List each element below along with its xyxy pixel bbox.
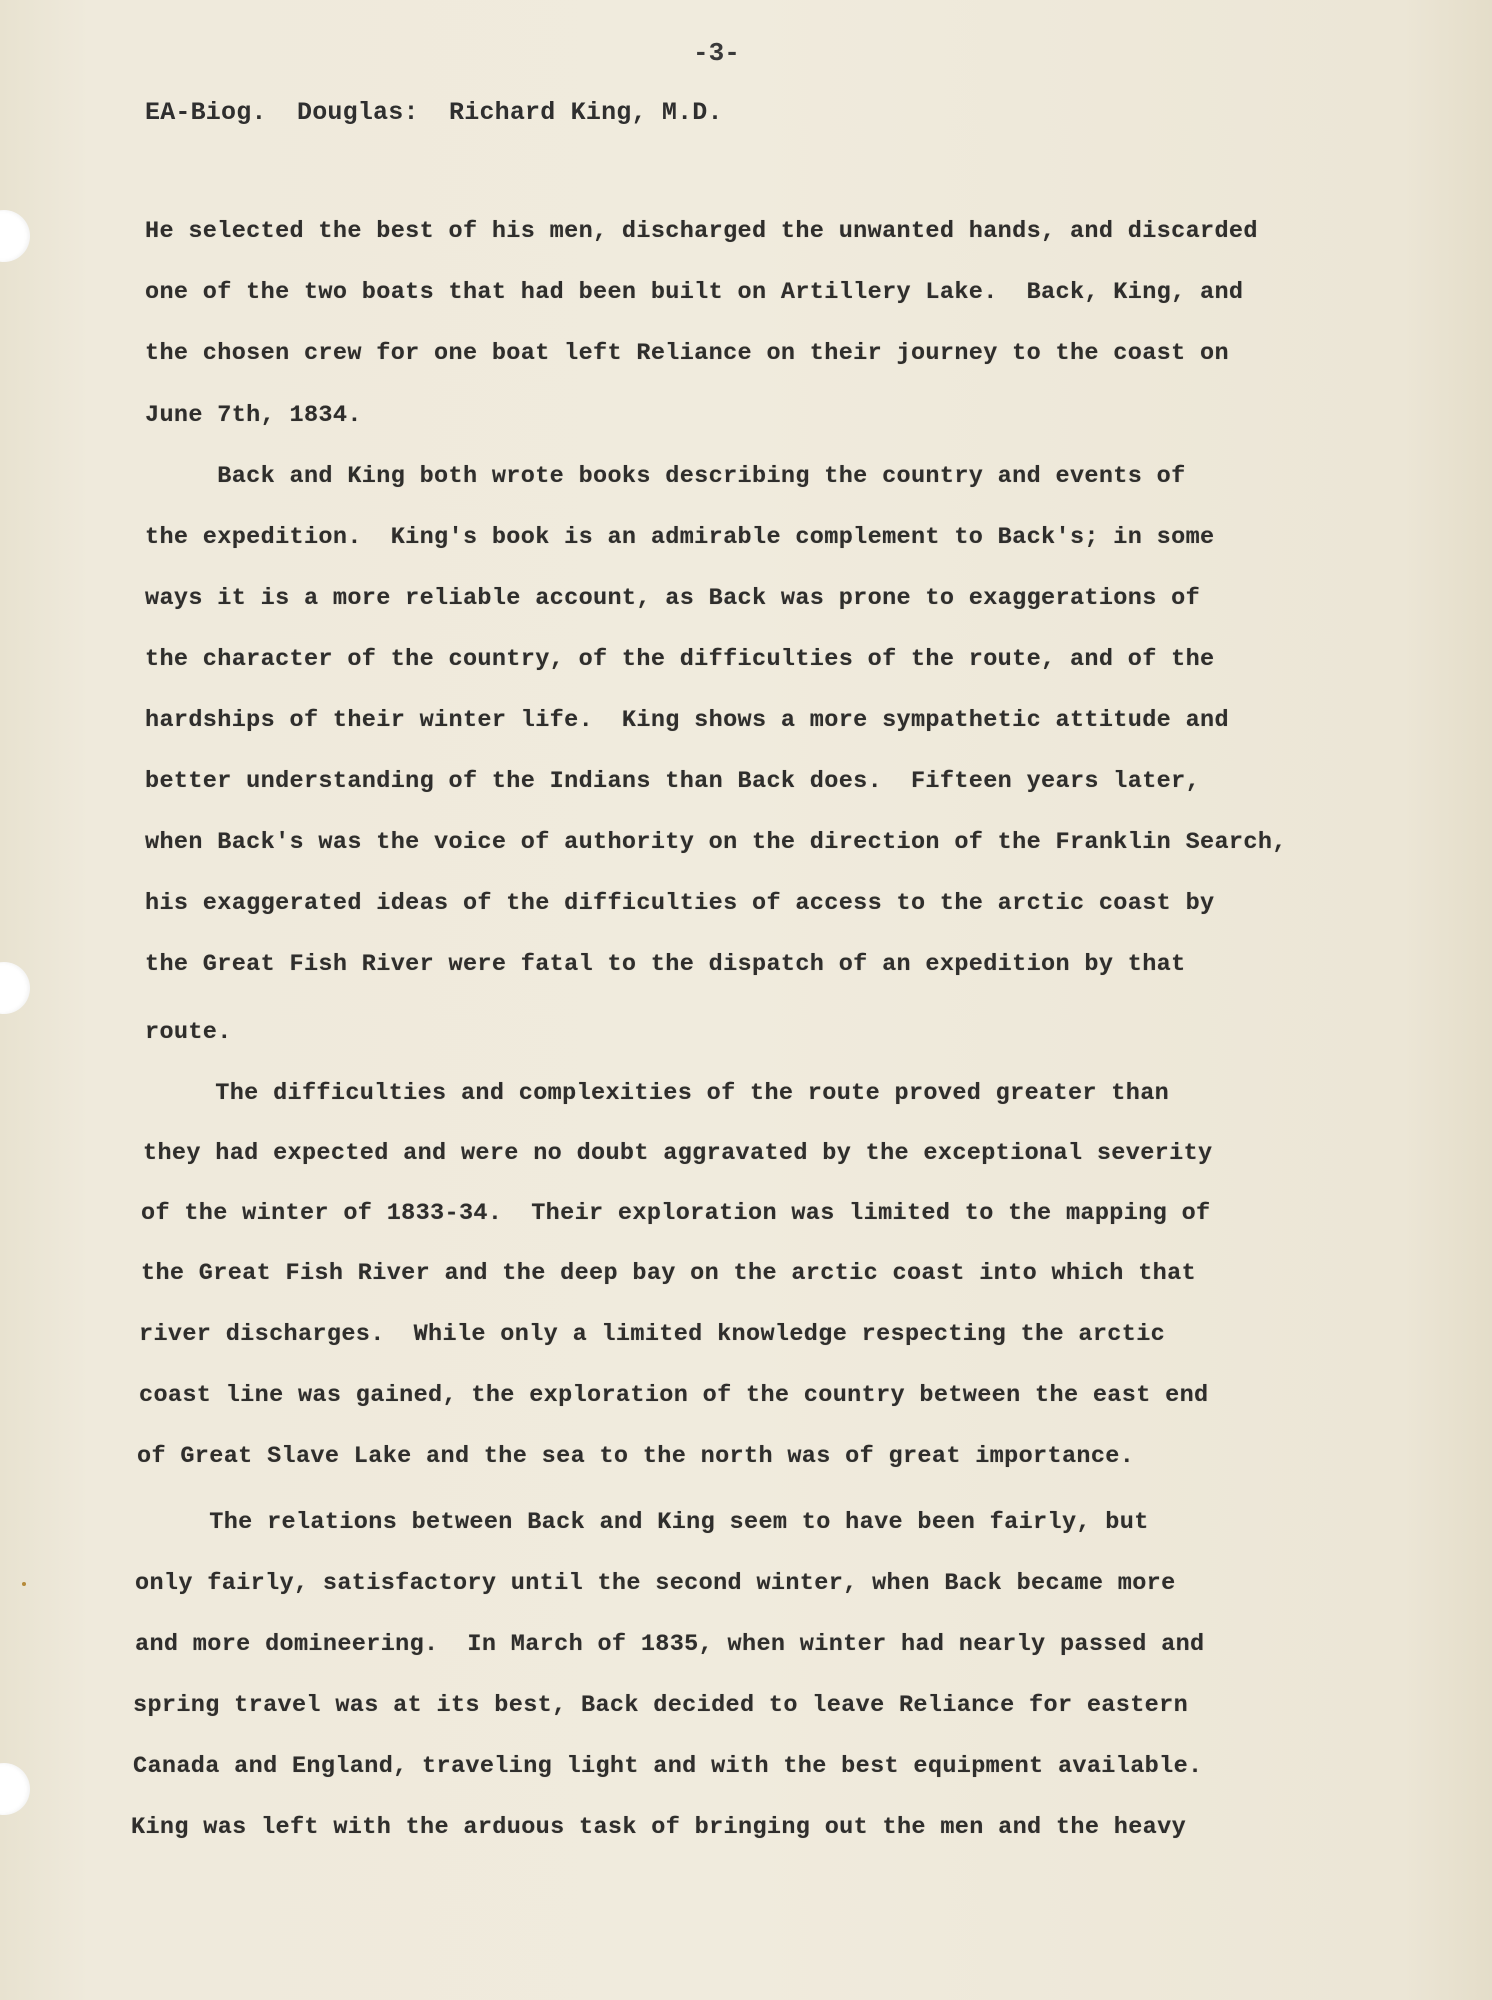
text-line: of the winter of 1833-34. Their exploration was limited to the mapping of [141, 1200, 1211, 1227]
text-line: spring travel was at its best, Back decided to leave Reliance for eastern [133, 1692, 1189, 1719]
text-line: one of the two boats that had been built on Artillery Lake. Back, King, and [145, 279, 1244, 306]
text-line: better understanding of the Indians than Back does. Fifteen years later, [145, 768, 1201, 795]
text-line: when Back's was the voice of authority on the direction of the Franklin Search, [145, 829, 1287, 856]
text-line: coast line was gained, the exploration of the country between the east end [139, 1382, 1209, 1409]
punch-hole [0, 210, 30, 262]
text-line: river discharges. While only a limited knowledge respecting the arctic [139, 1321, 1166, 1348]
text-line: they had expected and were no doubt aggravated by the exceptional severity [143, 1140, 1213, 1167]
text-line: Back and King both wrote books describing the country and events of [145, 463, 1186, 490]
page-number: -3- [693, 38, 740, 68]
text-line: the Great Fish River and the deep bay on the arctic coast into which that [141, 1260, 1197, 1287]
text-line: The difficulties and complexities of the route proved greater than [143, 1080, 1170, 1107]
text-line: King was left with the arduous task of bringing out the men and the heavy [131, 1814, 1187, 1841]
text-line: of Great Slave Lake and the sea to the north was of great importance. [137, 1443, 1135, 1470]
text-line: ways it is a more reliable account, as Back was prone to exaggerations of [145, 585, 1201, 612]
punch-hole [0, 1763, 30, 1815]
text-line: Canada and England, traveling light and with the best equipment available. [133, 1753, 1203, 1780]
text-line: route. [145, 1019, 232, 1046]
text-line: the Great Fish River were fatal to the dispatch of an expedition by that [145, 951, 1186, 978]
text-line: and more domineering. In March of 1835, when winter had nearly passed and [135, 1631, 1205, 1658]
text-line: hardships of their winter life. King shows a more sympathetic attitude and [145, 707, 1229, 734]
text-line: June 7th, 1834. [145, 402, 362, 429]
text-line: The relations between Back and King seem to have been fairly, but [137, 1509, 1149, 1536]
punch-hole [0, 962, 30, 1014]
text-line: He selected the best of his men, discharged the unwanted hands, and discarded [145, 218, 1258, 245]
text-line: only fairly, satisfactory until the second winter, when Back became more [135, 1570, 1176, 1597]
text-line: the character of the country, of the difficulties of the route, and of the [145, 646, 1215, 673]
text-line: his exaggerated ideas of the difficulties of access to the arctic coast by [145, 890, 1215, 917]
document-header: EA-Biog. Douglas: Richard King, M.D. [145, 98, 723, 127]
text-line: the expedition. King's book is an admirable complement to Back's; in some [145, 524, 1215, 551]
text-line: the chosen crew for one boat left Reliance on their journey to the coast on [145, 340, 1229, 367]
ink-spot [22, 1582, 26, 1586]
